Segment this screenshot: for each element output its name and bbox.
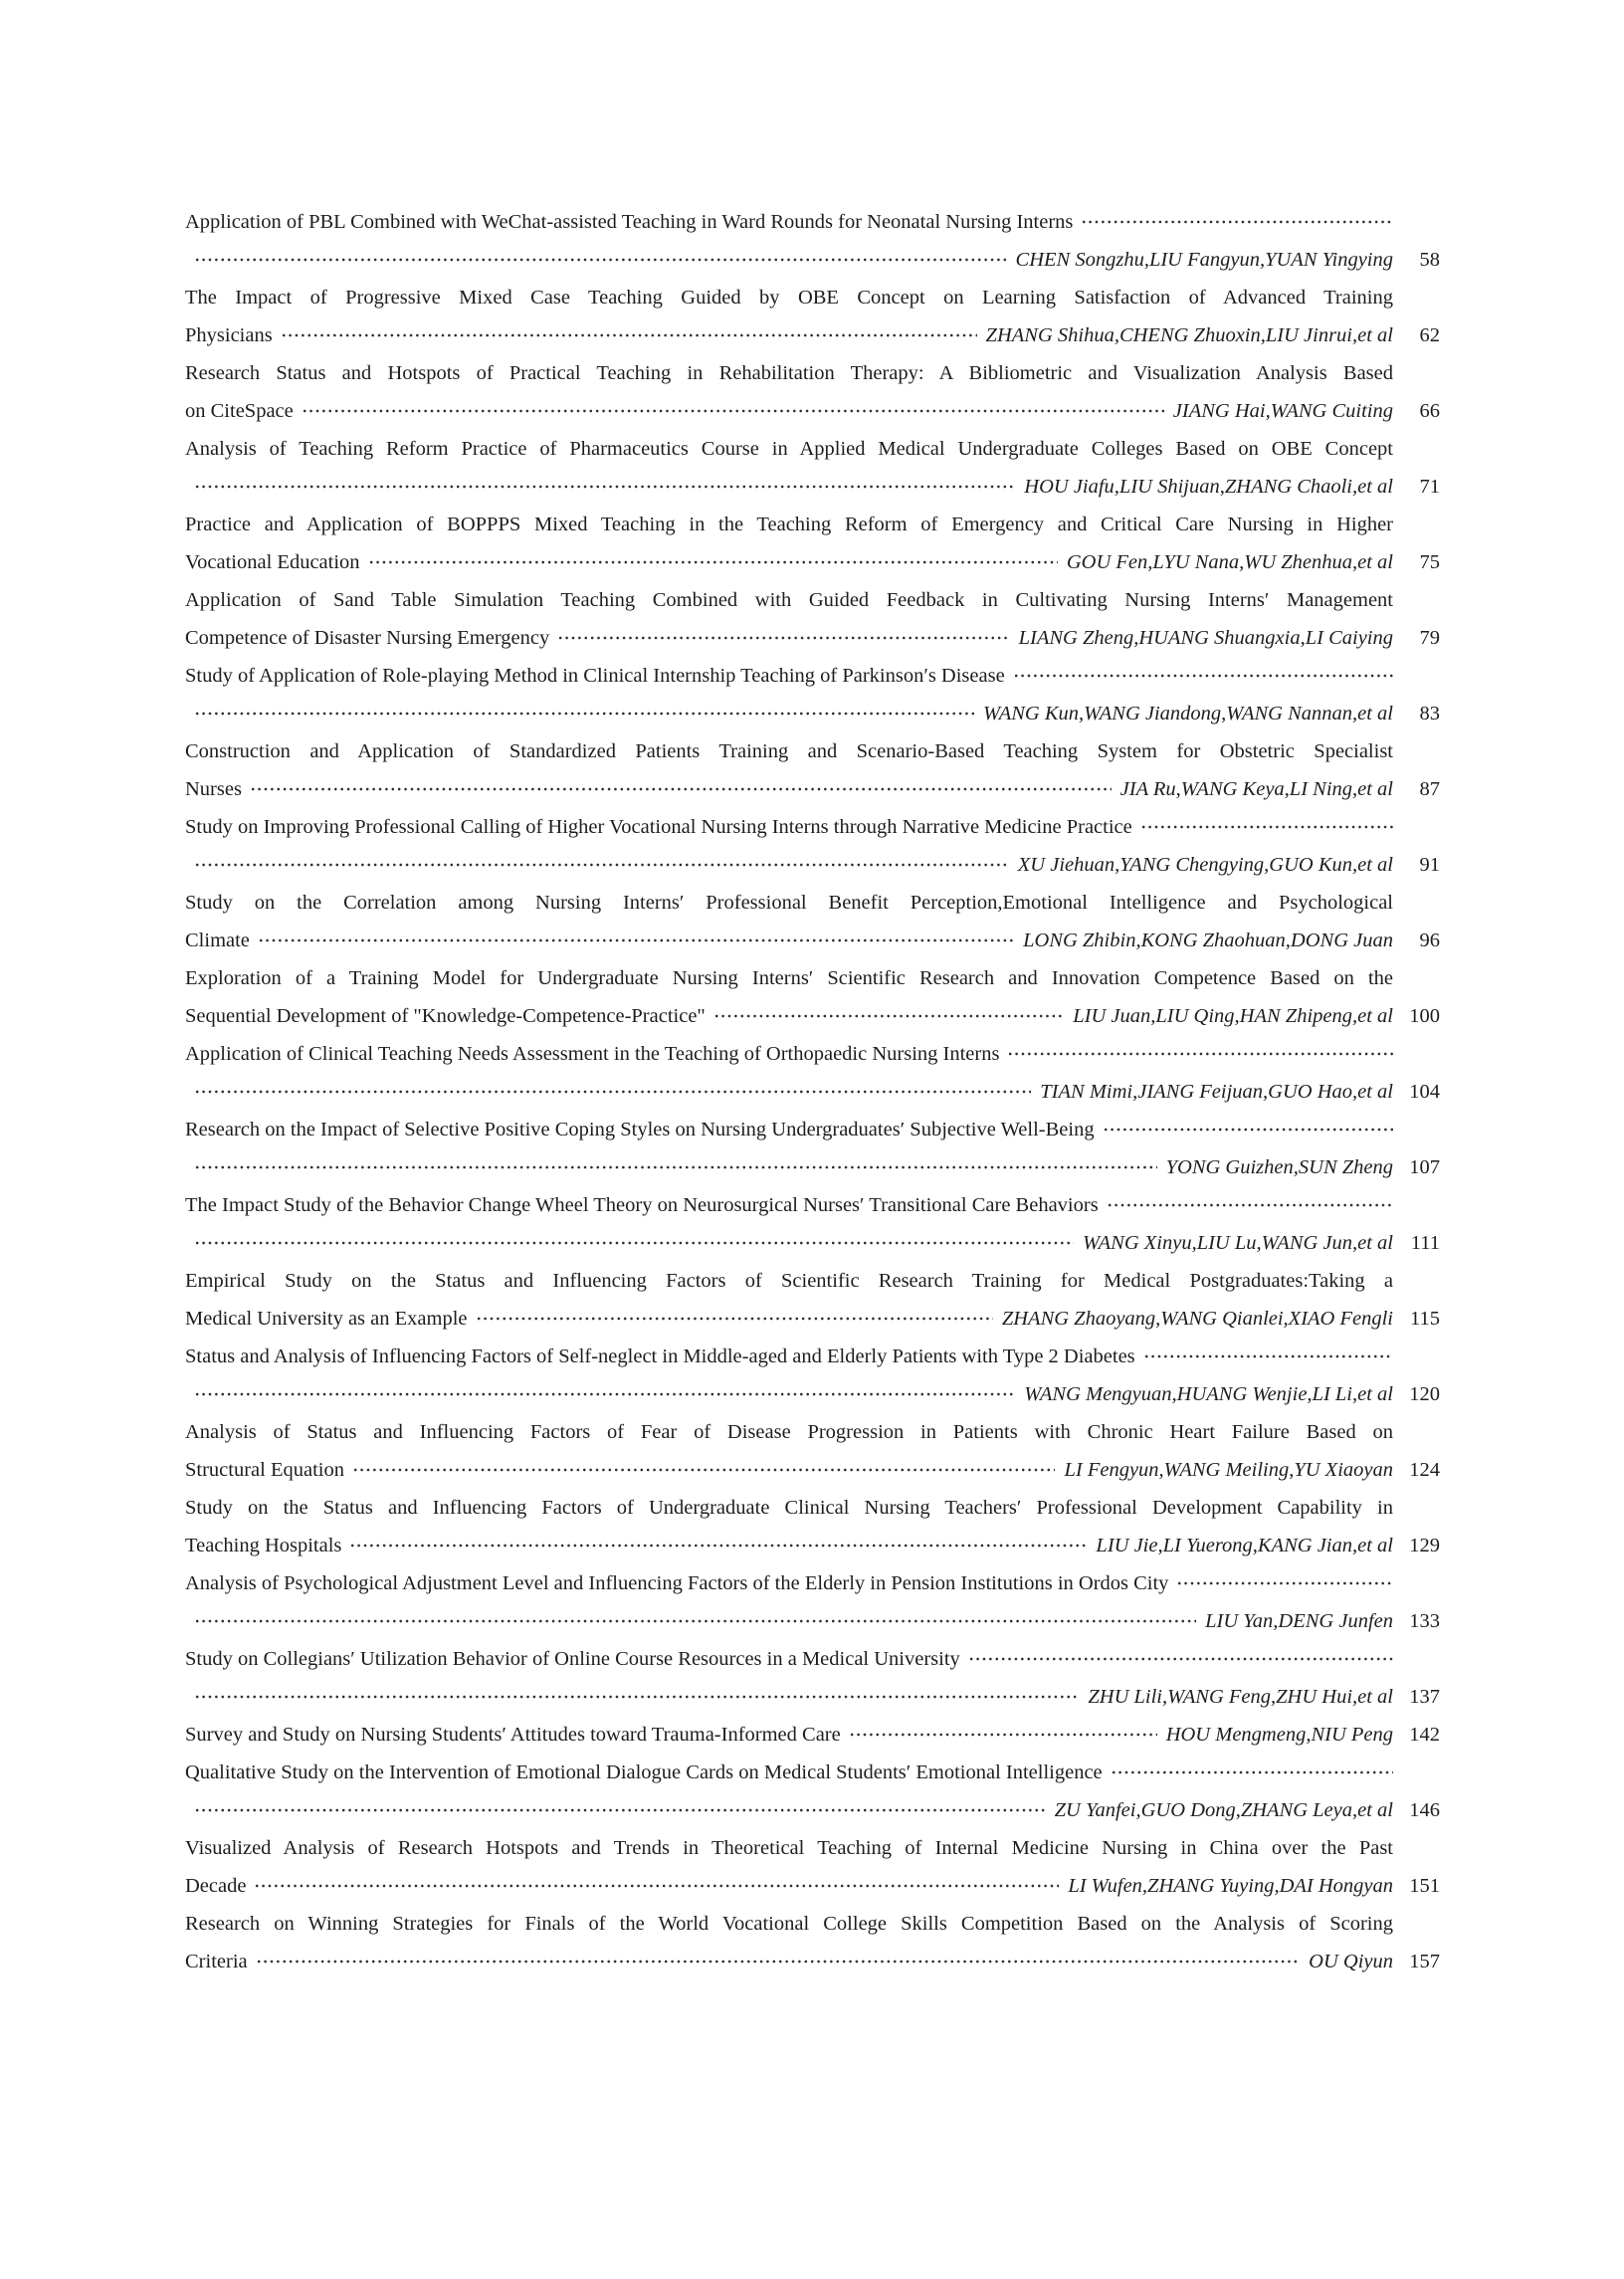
dot-leader — [968, 1640, 1393, 1678]
entry-line-body — [185, 1867, 1393, 1905]
toc-line — [185, 1754, 1440, 1791]
toc-entry — [185, 808, 1440, 884]
entry-title: Analysis of Teaching Reform Practice of Pharmaceutics Course in Applied Medical Undergraduate Colleges Based on OBE Concept — [185, 438, 1393, 460]
entry-line-body — [185, 1791, 1393, 1829]
entry-authors: TIAN Mimi,JIANG Feijuan,GUO Hao,et al — [1040, 1081, 1393, 1103]
entry-page-number: 66 — [1419, 400, 1440, 422]
entry-authors: JIANG Hai,WANG Cuiting — [1172, 400, 1393, 422]
toc-line — [185, 430, 1440, 468]
toc-line — [185, 1716, 1440, 1754]
toc-entry — [185, 1186, 1440, 1262]
toc-line — [185, 1867, 1440, 1905]
entry-title: Structural Equation — [185, 1459, 344, 1481]
entry-title: Decade — [185, 1875, 247, 1897]
entry-authors: WANG Kun,WANG Jiandong,WANG Nannan,et al — [983, 703, 1393, 725]
dot-leader — [368, 543, 1058, 581]
toc-line — [185, 1905, 1440, 1943]
entry-line-body — [185, 1527, 1393, 1564]
toc-entry — [185, 1111, 1440, 1186]
entry-line-body — [185, 543, 1393, 581]
entry-authors: LI Fengyun,WANG Meiling,YU Xiaoyan — [1064, 1459, 1393, 1481]
dot-leader — [194, 241, 1007, 279]
entry-page-number: 96 — [1419, 930, 1440, 951]
entry-authors: CHEN Songzhu,LIU Fangyun,YUAN Yingying — [1015, 249, 1393, 271]
toc-entry — [185, 354, 1440, 430]
dot-leader — [194, 1791, 1046, 1829]
entry-line-body — [185, 619, 1393, 657]
entry-line-body — [185, 657, 1393, 695]
toc-line — [185, 1489, 1440, 1527]
entry-page-number — [1393, 506, 1440, 543]
entry-title: Survey and Study on Nursing Students′ Attitudes toward Trauma-Informed Care — [185, 1724, 841, 1746]
toc-line — [185, 1262, 1440, 1300]
dot-leader — [352, 1451, 1056, 1489]
entry-title: on CiteSpace — [185, 400, 294, 422]
entry-title: Study on the Correlation among Nursing Interns′ Professional Benefit Perception,Emotional Intelligence and Psychological — [185, 892, 1393, 914]
entry-page-number: 83 — [1419, 703, 1440, 725]
entry-title: Visualized Analysis of Research Hotspots and Trends in Theoretical Teaching of Internal Medicine Nursing in China over the Past — [185, 1837, 1393, 1859]
entry-page-number — [1393, 1829, 1440, 1867]
entry-authors: ZHU Lili,WANG Feng,ZHU Hui,et al — [1088, 1686, 1393, 1708]
entry-page-number: 100 — [1409, 1005, 1440, 1027]
toc-entry — [185, 732, 1440, 808]
toc-line — [185, 884, 1440, 922]
entry-authors: HOU Mengmeng,NIU Peng — [1165, 1724, 1393, 1746]
entry-line-body — [185, 1640, 1393, 1678]
toc-line — [185, 506, 1440, 543]
toc-entry — [185, 279, 1440, 354]
toc-entry — [185, 1905, 1440, 1980]
entry-authors: LIU Yan,DENG Junfen — [1205, 1610, 1393, 1632]
entry-page-number — [1393, 1413, 1440, 1451]
entry-title: Empirical Study on the Status and Influencing Factors of Scientific Research Training for Medical Postgraduates:Taking a — [185, 1270, 1393, 1292]
dot-leader — [1103, 1111, 1393, 1148]
toc-line — [185, 1791, 1440, 1829]
toc-line — [185, 657, 1440, 695]
entry-authors: YONG Guizhen,SUN Zheng — [1165, 1156, 1393, 1178]
toc-line — [185, 1527, 1440, 1564]
entry-page-number — [1393, 1754, 1440, 1791]
entry-page-number — [1393, 354, 1440, 392]
toc-line — [185, 1148, 1440, 1186]
toc-line — [185, 316, 1440, 354]
entry-line-body — [185, 808, 1393, 846]
entry-line-body — [185, 1224, 1393, 1262]
toc-line — [185, 846, 1440, 884]
entry-page-number — [1393, 1035, 1440, 1073]
entry-title: Medical University as an Example — [185, 1308, 468, 1330]
entry-title: Nurses — [185, 778, 242, 800]
entry-page-number — [1393, 1186, 1440, 1224]
entry-title: Status and Analysis of Influencing Factors of Self-neglect in Middle-aged and Elderly Patients with Type 2 Diabetes — [185, 1346, 1135, 1367]
entry-page-number: 111 — [1410, 1232, 1440, 1254]
toc-line — [185, 468, 1440, 506]
toc-line — [185, 1602, 1440, 1640]
toc-entry — [185, 1413, 1440, 1489]
entry-authors: LIU Juan,LIU Qing,HAN Zhipeng,et al — [1073, 1005, 1393, 1027]
toc-line — [185, 808, 1440, 846]
dot-leader — [557, 619, 1009, 657]
toc-line — [185, 581, 1440, 619]
entry-page-number: 58 — [1419, 249, 1440, 271]
dot-leader — [258, 922, 1014, 959]
entry-page-number — [1393, 732, 1440, 770]
toc-line — [185, 279, 1440, 316]
entry-title: Study of Application of Role-playing Method in Clinical Internship Teaching of Parkinson′s Disease — [185, 665, 1005, 687]
entry-line-body — [185, 770, 1393, 808]
entry-line-body — [185, 241, 1393, 279]
entry-line-body — [185, 1186, 1393, 1224]
entry-authors: WANG Xinyu,LIU Lu,WANG Jun,et al — [1082, 1232, 1393, 1254]
entry-title: Research on Winning Strategies for Finals of the World Vocational College Skills Competition Based on the Analysis of Scoring — [185, 1913, 1393, 1935]
toc-line — [185, 1564, 1440, 1602]
dot-leader — [302, 392, 1164, 430]
toc-line — [185, 392, 1440, 430]
toc-entry — [185, 1262, 1440, 1338]
entry-title: Application of PBL Combined with WeChat-assisted Teaching in Ward Rounds for Neonatal Nursing Interns — [185, 211, 1074, 233]
entry-page-number — [1393, 959, 1440, 997]
entry-page-number — [1393, 808, 1440, 846]
entry-title: Application of Clinical Teaching Needs Assessment in the Teaching of Orthopaedic Nursing Interns — [185, 1043, 1000, 1065]
entry-authors: LI Wufen,ZHANG Yuying,DAI Hongyan — [1068, 1875, 1393, 1897]
toc-entry — [185, 203, 1440, 279]
entry-page-number: 146 — [1409, 1799, 1440, 1821]
entry-line-body — [185, 1602, 1393, 1640]
toc-line — [185, 203, 1440, 241]
entry-line-body — [185, 1564, 1393, 1602]
entry-page-number — [1393, 581, 1440, 619]
entry-page-number — [1393, 1262, 1440, 1300]
dot-leader — [1007, 1035, 1393, 1073]
toc-entry — [185, 1754, 1440, 1829]
entry-line-body — [185, 1375, 1393, 1413]
entry-page-number: 79 — [1419, 627, 1440, 649]
toc-line — [185, 1300, 1440, 1338]
toc-line — [185, 1375, 1440, 1413]
entry-page-number — [1393, 279, 1440, 316]
entry-line-body — [185, 1678, 1393, 1716]
entry-page-number: 133 — [1409, 1610, 1440, 1632]
entry-line-body — [185, 1716, 1393, 1754]
entry-line-body — [185, 1111, 1393, 1148]
entry-page-number: 62 — [1419, 324, 1440, 346]
dot-leader — [1107, 1186, 1393, 1224]
entry-authors: LIU Jie,LI Yuerong,KANG Jian,et al — [1096, 1535, 1393, 1556]
toc-entry — [185, 959, 1440, 1035]
dot-leader — [713, 997, 1064, 1035]
entry-page-number: 71 — [1419, 476, 1440, 498]
entry-page-number: 142 — [1409, 1724, 1440, 1746]
entry-title: Physicians — [185, 324, 273, 346]
toc-entry — [185, 657, 1440, 732]
entry-line-body — [185, 392, 1393, 430]
entry-line-body — [185, 1451, 1393, 1489]
entry-page-number — [1393, 1905, 1440, 1943]
entry-authors: LIANG Zheng,HUANG Shuangxia,LI Caiying — [1018, 627, 1393, 649]
entry-title: Study on Improving Professional Calling of Higher Vocational Nursing Interns through Narrative Medicine Practice — [185, 816, 1132, 838]
dot-leader — [349, 1527, 1087, 1564]
dot-leader — [194, 846, 1009, 884]
entry-page-number — [1393, 1564, 1440, 1602]
dot-leader — [849, 1716, 1157, 1754]
entry-line-body — [185, 922, 1393, 959]
entry-line-body — [185, 1338, 1393, 1375]
toc-entry — [185, 1640, 1440, 1716]
toc-line — [185, 354, 1440, 392]
toc-entry — [185, 430, 1440, 506]
toc-entry — [185, 1829, 1440, 1905]
entry-line-body — [185, 1073, 1393, 1111]
toc-line — [185, 770, 1440, 808]
entry-title: Teaching Hospitals — [185, 1535, 342, 1556]
entry-title: Climate — [185, 930, 250, 951]
toc-entry — [185, 1564, 1440, 1640]
entry-page-number: 115 — [1410, 1308, 1440, 1330]
entry-page-number: 75 — [1419, 551, 1440, 573]
entry-page-number — [1393, 657, 1440, 695]
toc-line — [185, 997, 1440, 1035]
entry-authors: ZHANG Shihua,CHENG Zhuoxin,LIU Jinrui,et al — [985, 324, 1393, 346]
entry-page-number: 120 — [1409, 1383, 1440, 1405]
entry-authors: JIA Ru,WANG Keya,LI Ning,et al — [1119, 778, 1393, 800]
entry-title: Vocational Education — [185, 551, 360, 573]
dot-leader — [194, 468, 1015, 506]
dot-leader — [281, 316, 977, 354]
entry-title: Research Status and Hotspots of Practical Teaching in Rehabilitation Therapy: A Bibliometric and Visualization Analysis Based — [185, 362, 1393, 384]
entry-title: Construction and Application of Standardized Patients Training and Scenario-Based Teaching System for Obstetric Specialist — [185, 740, 1393, 762]
toc-line — [185, 1224, 1440, 1262]
dot-leader — [1140, 808, 1393, 846]
dot-leader — [1143, 1338, 1393, 1375]
toc-line — [185, 1073, 1440, 1111]
entry-line-body — [185, 846, 1393, 884]
entry-page-number — [1393, 203, 1440, 241]
entry-page-number — [1393, 1338, 1440, 1375]
dot-leader — [254, 1867, 1059, 1905]
entry-authors: GOU Fen,LYU Nana,WU Zhenhua,et al — [1066, 551, 1393, 573]
toc-entry — [185, 1489, 1440, 1564]
toc-line — [185, 1451, 1440, 1489]
dot-leader — [194, 1375, 1015, 1413]
entry-page-number: 151 — [1409, 1875, 1440, 1897]
toc-line — [185, 543, 1440, 581]
toc-entry — [185, 1035, 1440, 1111]
toc-entry — [185, 581, 1440, 657]
entry-page-number: 104 — [1409, 1081, 1440, 1103]
entry-title: Practice and Application of BOPPPS Mixed Teaching in the Teaching Reform of Emergency and Critical Care Nursing in Higher — [185, 514, 1393, 535]
entry-line-body — [185, 997, 1393, 1035]
dot-leader — [1081, 203, 1393, 241]
toc-line — [185, 1829, 1440, 1867]
dot-leader — [194, 1678, 1079, 1716]
toc-line — [185, 1943, 1440, 1980]
entry-page-number — [1393, 1489, 1440, 1527]
entry-line-body — [185, 468, 1393, 506]
dot-leader — [1111, 1754, 1393, 1791]
toc-line — [185, 1678, 1440, 1716]
entry-authors: OU Qiyun — [1309, 1951, 1393, 1972]
entry-title: Analysis of Psychological Adjustment Level and Influencing Factors of the Elderly in Pension Institutions in Ordos City — [185, 1572, 1169, 1594]
entry-title: Study on the Status and Influencing Factors of Undergraduate Clinical Nursing Teachers′ Professional Development Capability in — [185, 1497, 1393, 1519]
toc-line — [185, 695, 1440, 732]
toc-entry — [185, 1338, 1440, 1413]
entry-page-number: 129 — [1409, 1535, 1440, 1556]
dot-leader — [256, 1943, 1301, 1980]
entry-line-body — [185, 1035, 1393, 1073]
dot-leader — [194, 1602, 1196, 1640]
toc-line — [185, 732, 1440, 770]
dot-leader — [194, 1148, 1157, 1186]
entry-line-body — [185, 1754, 1393, 1791]
entry-authors: ZU Yanfei,GUO Dong,ZHANG Leya,et al — [1054, 1799, 1393, 1821]
entry-line-body — [185, 1943, 1393, 1980]
toc-line — [185, 1111, 1440, 1148]
entry-title: Exploration of a Training Model for Undergraduate Nursing Interns′ Scientific Research and Innovation Competence Based on the — [185, 967, 1393, 989]
toc-line — [185, 619, 1440, 657]
entry-authors: ZHANG Zhaoyang,WANG Qianlei,XIAO Fengli — [1001, 1308, 1393, 1330]
entry-title: Sequential Development of "Knowledge-Competence-Practice" — [185, 1005, 706, 1027]
dot-leader — [1176, 1564, 1393, 1602]
entry-authors: XU Jiehuan,YANG Chengying,GUO Kun,et al — [1017, 854, 1393, 876]
entry-page-number: 124 — [1409, 1459, 1440, 1481]
entry-line-body — [185, 203, 1393, 241]
toc-line — [185, 922, 1440, 959]
dot-leader — [194, 1224, 1074, 1262]
entry-authors: HOU Jiafu,LIU Shijuan,ZHANG Chaoli,et al — [1024, 476, 1393, 498]
toc-line — [185, 959, 1440, 997]
entry-authors: WANG Mengyuan,HUANG Wenjie,LI Li,et al — [1024, 1383, 1393, 1405]
entry-page-number: 87 — [1419, 778, 1440, 800]
entry-page-number — [1393, 1111, 1440, 1148]
entry-page-number — [1393, 430, 1440, 468]
dot-leader — [250, 770, 1112, 808]
dot-leader — [476, 1300, 993, 1338]
entry-page-number — [1393, 884, 1440, 922]
toc-line — [185, 1640, 1440, 1678]
entry-page-number: 157 — [1409, 1951, 1440, 1972]
toc-list — [185, 203, 1440, 1980]
entry-page-number: 91 — [1419, 854, 1440, 876]
dot-leader — [194, 695, 974, 732]
entry-page-number: 107 — [1409, 1156, 1440, 1178]
entry-title: Competence of Disaster Nursing Emergency — [185, 627, 550, 649]
entry-title: Analysis of Status and Influencing Factors of Fear of Disease Progression in Patients with Chronic Heart Failure Based on — [185, 1421, 1393, 1443]
entry-title: Application of Sand Table Simulation Teaching Combined with Guided Feedback in Cultivating Nursing Interns′ Management — [185, 589, 1393, 611]
toc-entry — [185, 1716, 1440, 1754]
toc-line — [185, 1338, 1440, 1375]
dot-leader — [1013, 657, 1393, 695]
entry-page-number: 137 — [1409, 1686, 1440, 1708]
toc-entry — [185, 506, 1440, 581]
entry-title: Qualitative Study on the Intervention of Emotional Dialogue Cards on Medical Students′ Emotional Intelligence — [185, 1761, 1103, 1783]
entry-page-number — [1393, 1640, 1440, 1678]
entry-title: The Impact of Progressive Mixed Case Teaching Guided by OBE Concept on Learning Satisfaction of Advanced Training — [185, 287, 1393, 309]
toc-line — [185, 1035, 1440, 1073]
entry-line-body — [185, 1148, 1393, 1186]
dot-leader — [194, 1073, 1031, 1111]
entry-authors: LONG Zhibin,KONG Zhaohuan,DONG Juan — [1023, 930, 1393, 951]
entry-line-body — [185, 1300, 1393, 1338]
toc-line — [185, 1186, 1440, 1224]
entry-line-body — [185, 695, 1393, 732]
entry-title: The Impact Study of the Behavior Change Wheel Theory on Neurosurgical Nurses′ Transitional Care Behaviors — [185, 1194, 1099, 1216]
entry-line-body — [185, 316, 1393, 354]
entry-title: Study on Collegians′ Utilization Behavior of Online Course Resources in a Medical University — [185, 1648, 960, 1670]
entry-title: Research on the Impact of Selective Positive Coping Styles on Nursing Undergraduates′ Subjective Well-Being — [185, 1119, 1095, 1140]
toc-line — [185, 1413, 1440, 1451]
entry-title: Criteria — [185, 1951, 248, 1972]
toc-line — [185, 241, 1440, 279]
toc-entry — [185, 884, 1440, 959]
